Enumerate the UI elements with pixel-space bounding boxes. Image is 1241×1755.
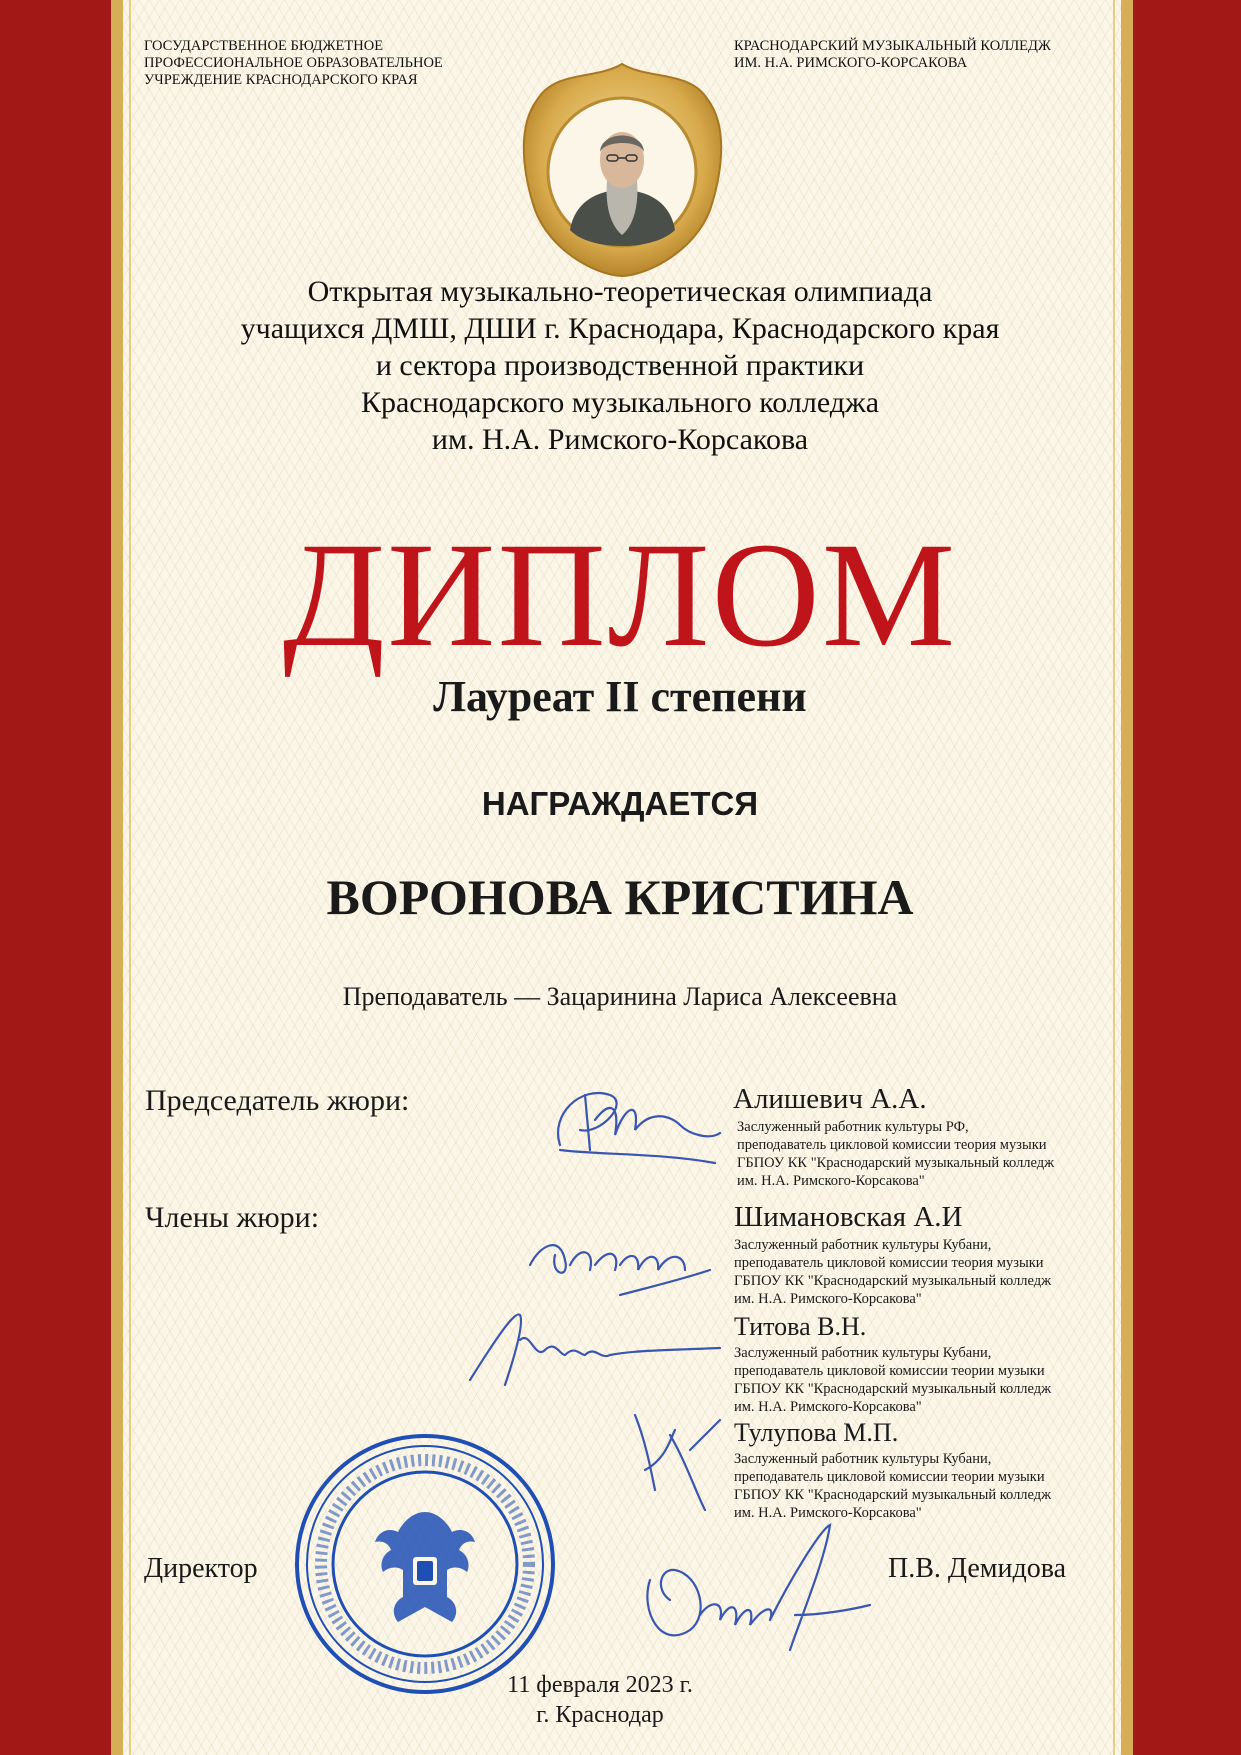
jury-member	[734, 1418, 1051, 1522]
header-left-line: ПРОФЕССИОНАЛЬНОЕ ОБРАЗОВАТЕЛЬНОЕ	[144, 55, 443, 71]
jury-name: Шимановская А.И	[734, 1201, 963, 1233]
director-label: Директор	[144, 1553, 258, 1584]
director-name: П.В. Демидова	[888, 1553, 1066, 1584]
jury-desc	[734, 1344, 1051, 1416]
double-headed-eagle-icon	[375, 1512, 475, 1622]
jury-desc-line: им. Н.А. Римского-Корсакова"	[734, 1291, 922, 1307]
left-red-border	[0, 0, 111, 1755]
jury-desc-line: преподаватель цикловой комиссии теории музыки	[734, 1363, 1045, 1379]
student-name: ВОРОНОВА КРИСТИНА	[326, 869, 914, 925]
jury-desc-line: преподаватель цикловой комиссии теория музыки	[737, 1137, 1047, 1153]
jury-desc-line: им. Н.А. Римского-Корсакова"	[737, 1173, 925, 1189]
official-stamp-icon	[293, 1432, 558, 1697]
signature-director-icon	[630, 1520, 875, 1665]
jury-desc-line: Заслуженный работник культуры Кубани,	[734, 1345, 992, 1361]
jury-chair-label: Председатель жюри:	[145, 1084, 410, 1117]
header-right-line: КРАСНОДАРСКИЙ МУЗЫКАЛЬНЫЙ КОЛЛЕДЖ	[734, 38, 1051, 54]
jury-name: Тулупова М.П.	[734, 1418, 899, 1447]
header-left-line: УЧРЕЖДЕНИЕ КРАСНОДАРСКОГО КРАЯ	[144, 72, 418, 88]
jury-desc-line: Заслуженный работник культуры Кубани,	[734, 1237, 992, 1253]
jury-desc	[737, 1118, 1054, 1190]
jury-desc	[734, 1236, 1051, 1308]
jury-desc-line: Заслуженный работник культуры РФ,	[737, 1119, 969, 1135]
signature-member2-icon	[465, 1300, 725, 1400]
jury-desc-line: ГБПОУ КК "Краснодарский музыкальный колледж	[737, 1155, 1055, 1171]
jury-member	[734, 1312, 1051, 1416]
signature-chair-icon	[540, 1075, 725, 1180]
diploma-title: ДИПЛОМ	[282, 512, 958, 678]
jury-name: Титова В.Н.	[734, 1312, 867, 1341]
portrait-medallion	[515, 60, 730, 280]
issue-city: г. Краснодар	[536, 1702, 664, 1728]
olympiad-line: учащихся ДМШ, ДШИ г. Краснодара, Краснодарского края	[240, 312, 1000, 345]
awarded-label: НАГРАЖДАЕТСЯ	[481, 785, 759, 822]
olympiad-line: им. Н.А. Римского-Корсакова	[431, 423, 809, 456]
jury-chair	[733, 1083, 1054, 1190]
header-left	[144, 38, 443, 89]
jury-desc-line: преподаватель цикловой комиссии теория музыки	[734, 1255, 1044, 1271]
olympiad-line: и сектора производственной практики	[375, 349, 865, 382]
header-left-line: ГОСУДАРСТВЕННОЕ БЮДЖЕТНОЕ	[144, 38, 384, 54]
jury-desc-line: ГБПОУ КК "Краснодарский музыкальный колледж	[734, 1381, 1052, 1397]
olympiad-line: Краснодарского музыкального колледжа	[360, 386, 880, 419]
header-right-line: ИМ. Н.А. РИМСКОГО-КОРСАКОВА	[734, 55, 968, 71]
jury-members-label: Члены жюри:	[145, 1201, 320, 1234]
teacher-line: Преподаватель — Зацаринина Лариса Алексеевна	[342, 982, 898, 1011]
issue-date: 11 февраля 2023 г.	[507, 1672, 693, 1698]
footer	[420, 1670, 780, 1730]
jury-desc	[734, 1450, 1051, 1522]
signature-member3-icon	[625, 1410, 735, 1520]
jury-desc-line: преподаватель цикловой комиссии теории музыки	[734, 1469, 1045, 1485]
jury-desc-line: ГБПОУ КК "Краснодарский музыкальный колледж	[734, 1487, 1052, 1503]
jury-desc-line: ГБПОУ КК "Краснодарский музыкальный колледж	[734, 1273, 1052, 1289]
right-red-border	[1133, 0, 1241, 1755]
jury-desc-line: Заслуженный работник культуры Кубани,	[734, 1451, 992, 1467]
jury-desc-line: им. Н.А. Римского-Корсакова"	[734, 1399, 922, 1415]
header-right	[734, 38, 1051, 72]
jury-desc-line: им. Н.А. Римского-Корсакова"	[734, 1505, 922, 1521]
jury-name: Алишевич А.А.	[733, 1083, 927, 1115]
olympiad-line: Открытая музыкально-теоретическая олимпиада	[307, 275, 933, 308]
signature-member1-icon	[520, 1225, 720, 1305]
olympiad-title	[125, 273, 1115, 458]
laureate-degree: Лауреат II степени	[433, 672, 807, 721]
jury-member	[734, 1201, 1051, 1308]
